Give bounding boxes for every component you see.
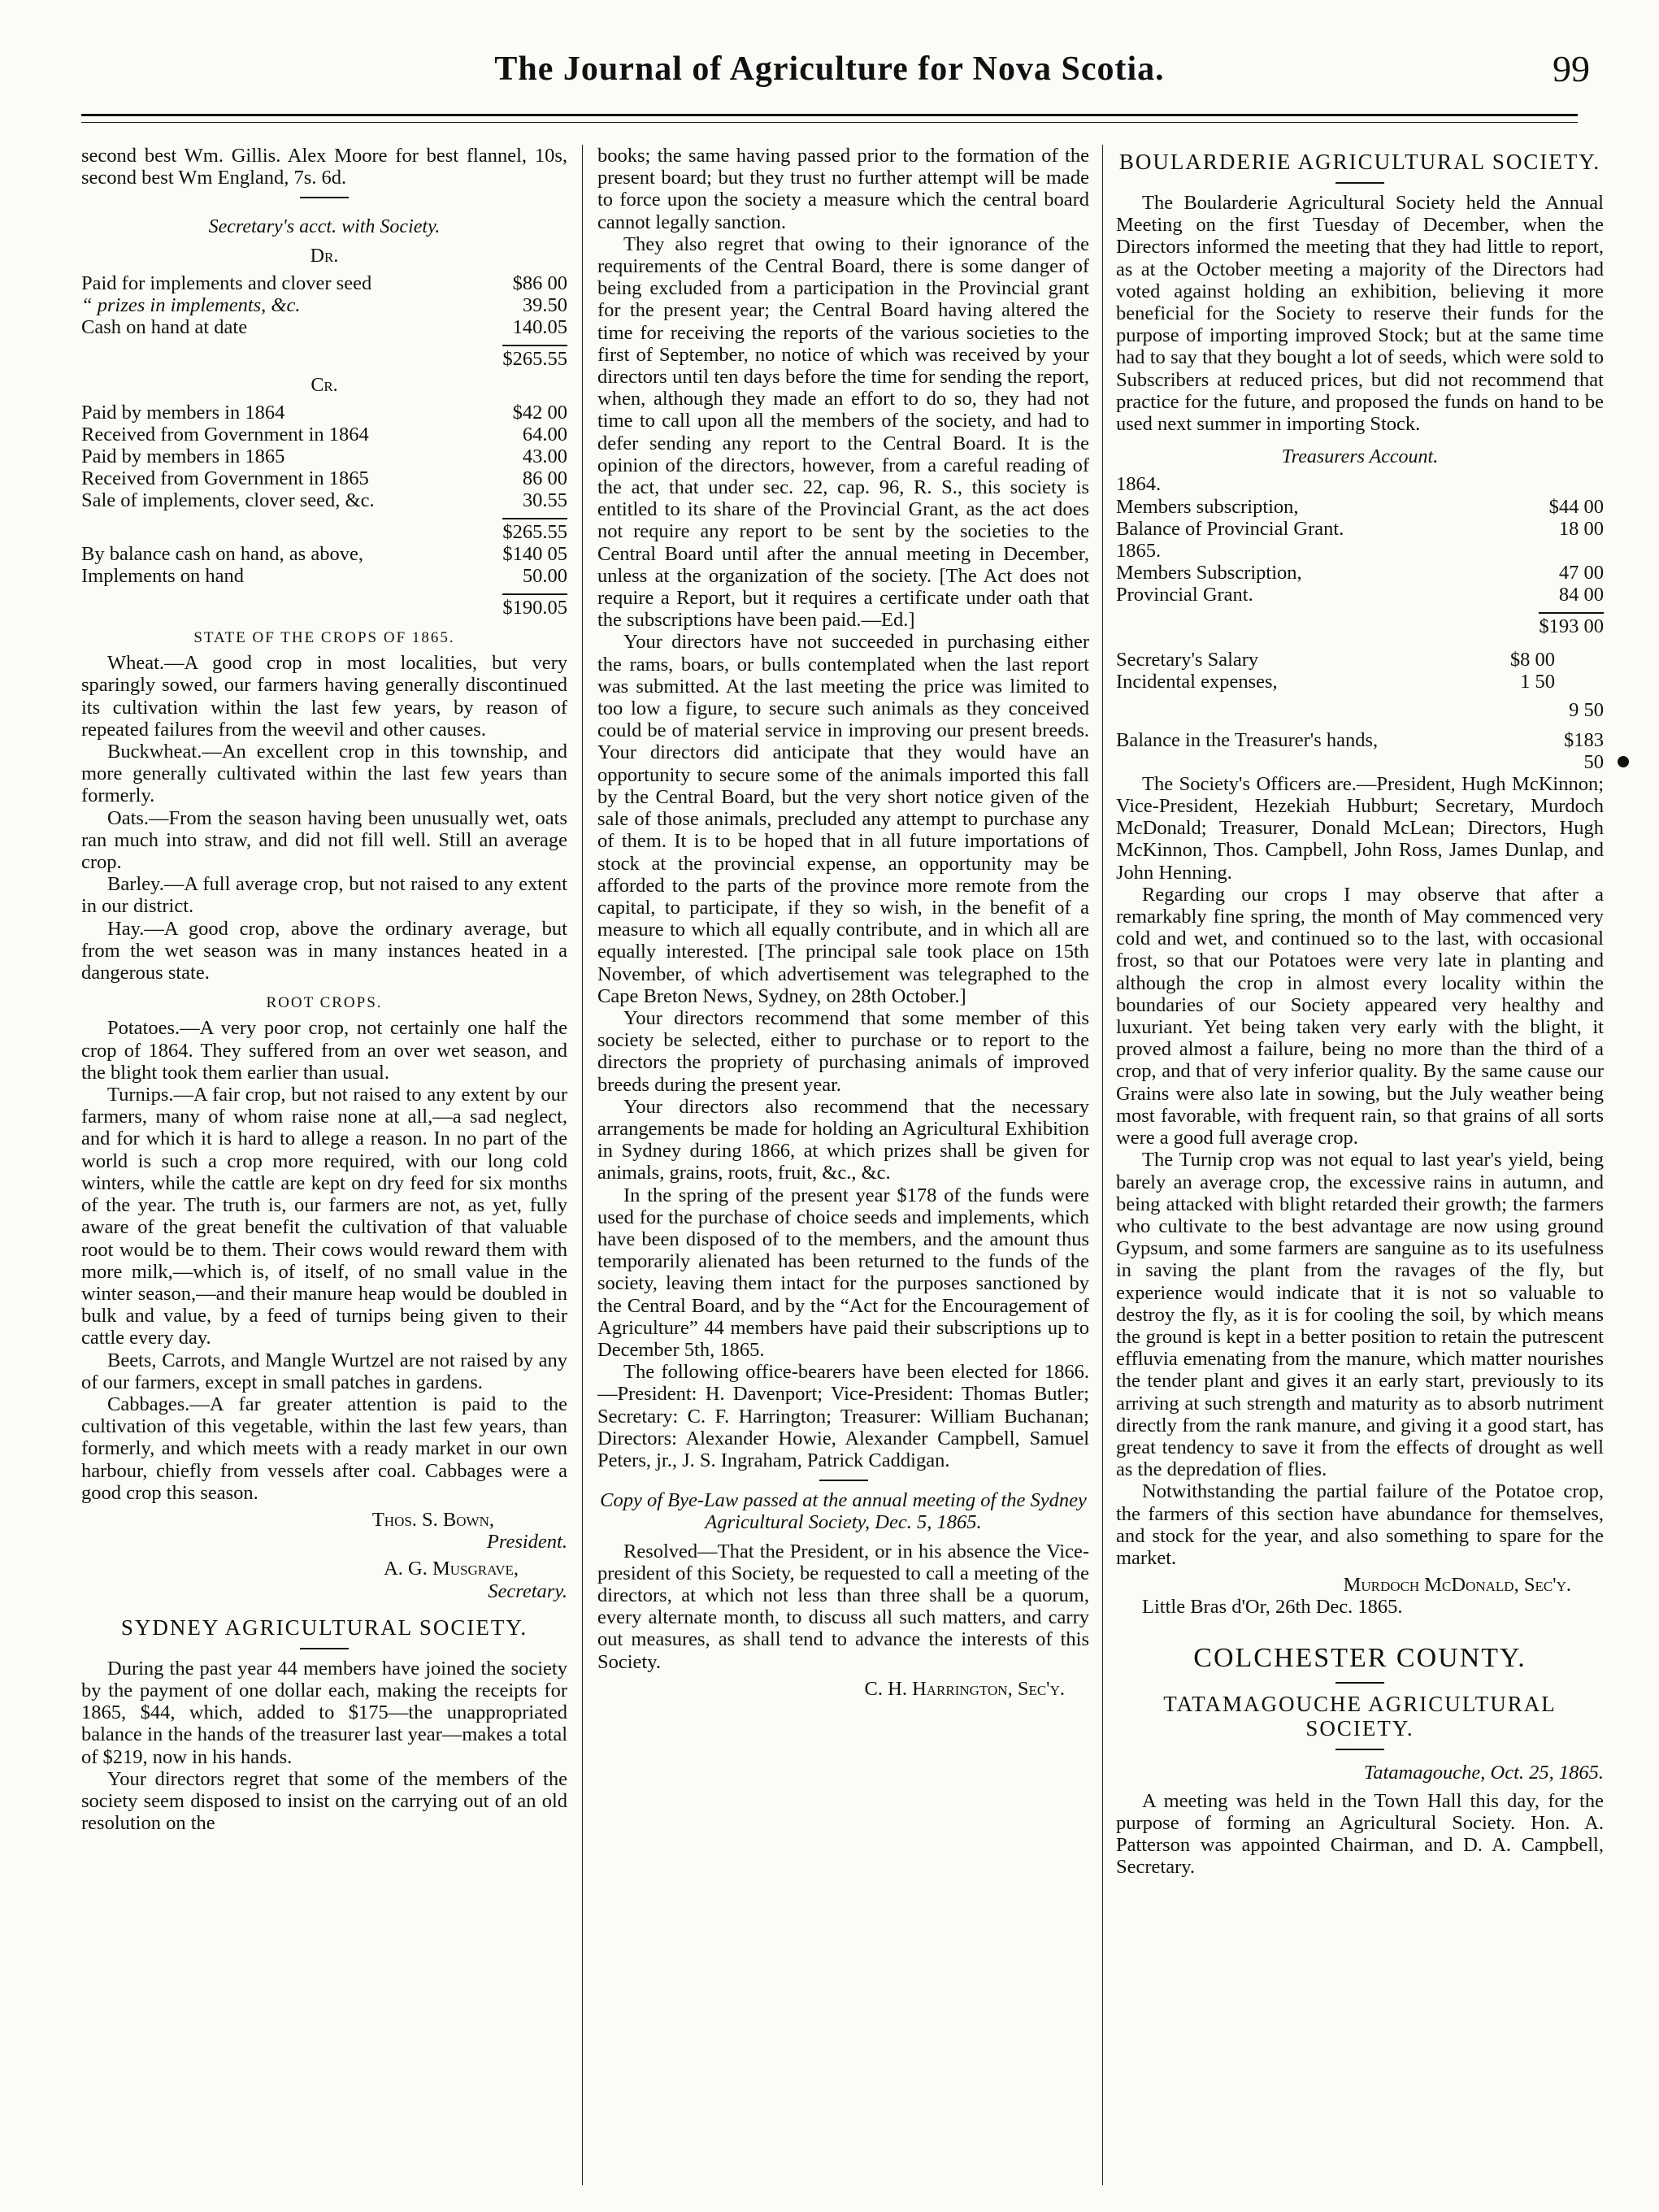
- total-row: [81, 338, 567, 370]
- short-rule: [1335, 1682, 1384, 1684]
- row-label: Members Subscription,: [1116, 561, 1302, 584]
- section-heading: STATE OF THE CROPS OF 1865.: [193, 629, 455, 647]
- table-row: [81, 316, 567, 338]
- paragraph: The Boularderie Agricultural Society held the Annual Meeting on the first Tuesday of December, when the Directors informed the meeting that they had little to report, as at the October meeting a majority of the Directors had voted against holding an exhibition, believing it more beneficial for the Society to reserve their funds for the purpose of importing improved Stock; but at the same time had to say that they bought a lot of seeds, which were sold to Subscribers at reduced prices, but did not recommend that practice for the future, and proposed the funds on hand to be used next summer in importing Stock.: [1116, 192, 1604, 436]
- row-label: “ prizes in implements, &c.: [81, 293, 301, 316]
- paragraph: Barley.—A full average crop, but not raised to any extent in our district.: [81, 873, 567, 918]
- treasurer-table: [1116, 496, 1604, 540]
- row-sub-amount: 1 50: [1520, 670, 1555, 693]
- paragraph: Regarding our crops I may observe that after a remarkably fine spring, the month of May commenced very cold and wet, and continued so to the last, with occasional frost, so that our Potatoes were very late in planting and although the crop in almost every locality within the boundaries of our Society appeared very healthy and luxuriant. Yet being taken very early with the blight, it proved almost a failure, being no more than the third of a crop, and that of very inferior quality. By the same cause our Grains were also late in sowing, but the July weather being most favorable, with frequent rain, so that grains of all sorts were a good full average crop.: [1116, 883, 1604, 1149]
- paragraph: Your directors regret that some of the members of the society seem disposed to insist on the carrying out of an old resolution on the: [81, 1767, 567, 1835]
- table-row: [1116, 649, 1604, 671]
- total-row: [1116, 693, 1604, 721]
- column-right: [1116, 145, 1604, 2185]
- table-row: [81, 543, 567, 565]
- section-heading: ROOT CROPS.: [266, 994, 383, 1012]
- running-title: The Journal of Agriculture for Nova Scotia.: [494, 50, 1165, 88]
- column-divider: [1102, 145, 1103, 2185]
- short-rule: [1335, 182, 1384, 184]
- row-label: Balance of Provincial Grant.: [1116, 517, 1344, 540]
- table-row: [81, 402, 567, 424]
- paragraph: second best Wm. Gillis. Alex Moore for best flannel, 10s, second best Wm England, 7s. 6d.: [81, 145, 567, 189]
- column-divider: [582, 145, 583, 2185]
- table-row: [1116, 562, 1604, 584]
- row-label: Paid by members in 1865: [81, 445, 285, 468]
- paragraph: The Society's Officers are.—President, Hugh McKinnon; Vice-President, Hezekiah Hubburt; Secretary, Murdoch McDonald; Treasurer, Donald McLean; Directors, Hugh McKinnon, Thos. Campbell, John Ross, James Dunlap, and John Henning.: [1116, 772, 1604, 884]
- account-title: Treasurers Account.: [1281, 446, 1439, 468]
- row-label: Incidental expenses,: [1116, 670, 1278, 693]
- total-row: [81, 587, 567, 619]
- header-rule-thin: [81, 122, 1578, 123]
- row-amount: $86 00: [512, 272, 567, 294]
- paragraph: Potatoes.—A very poor crop, not certainly one half the crop of 1864. They suffered from an over wet season, and the blight took them earlier than usual.: [81, 1017, 567, 1084]
- row-label: Paid for implements and clover seed: [81, 272, 372, 294]
- signature-name: Thos. S. Bown,: [371, 1508, 494, 1531]
- paragraph: During the past year 44 members have joined the society by the payment of one dollar each, making the receipts for 1865, $44, which, added to $175—the unappropriated balance in the hands of the treasurer last year—makes a total of $219, now in his hands.: [81, 1657, 567, 1768]
- paragraph: Beets, Carrots, and Mangle Wurtzel are not raised by any of our farmers, except in small patches in gardens.: [81, 1349, 567, 1393]
- row-label: Cash on hand at date: [81, 315, 248, 338]
- paragraph: The following office-bearers have been elected for 1866.—President: H. Davenport; Vice-President: Thomas Butler; Secretary: C. F. Harrington; Treasurer: William Buchanan; Directors: Alexander Howie, Alexander Campbell, Samuel Peters, jr., J. S. Ingraham, Patrick Caddigan.: [597, 1361, 1089, 1471]
- table-row: [81, 467, 567, 489]
- year-label: 1865.: [1116, 539, 1162, 562]
- signature-name: A. G. Musgrave,: [384, 1558, 519, 1580]
- row-amount: 64.00: [522, 424, 567, 446]
- table-row: [1116, 721, 1604, 773]
- row-amount: $140 05: [502, 543, 567, 566]
- paragraph: Your directors have not succeeded in purchasing either the rams, boars, or bulls contemplated when the last report was submitted. At the last meeting the price was limited to too low a figure, to secure such animals as they conceived could be of material service in improving our present breeds. Your directors did anticipate that they would have an opportunity to secure some of the animals imported this fall by the Central Board, but the very short notice given of the sale of those animals, precluded any attempt to purchase any of them. It is to be hoped that in all future importations of stock at the provincial expense, an opportunity may be afforded to the parts of the province more remote from the capital, to participate, if they so wish, in the benefit of a measure to which all equally contribute, and in which all are equally interested. [The principal sale took place on 15th November, of which advertisement was telegraphed to the Cape Breton News, Sydney, on 28th October.]: [597, 631, 1089, 1007]
- total-amount: $265.55: [502, 345, 567, 370]
- paragraph: In the spring of the present year $178 of the funds were used for the purchase of choice seeds and implements, which have been disposed of to the members, and the amount thus temporarily alienated has been returned to the funds of the society, leaving them intact for the purposes sanctioned by the Central Board, and by the “Act for the Encouragement of Agriculture” 44 members have paid their subscriptions up to December 5th, 1865.: [597, 1184, 1089, 1361]
- row-amount: 30.55: [522, 489, 567, 512]
- short-rule: [819, 1480, 868, 1481]
- row-label: Implements on hand: [81, 565, 245, 588]
- column-left: [81, 145, 567, 2185]
- row-amount: $44 00: [1548, 495, 1604, 518]
- row-amount: 43.00: [522, 445, 567, 468]
- row-amount: 18 00: [1558, 517, 1604, 540]
- paragraph: Your directors also recommend that the necessary arrangements be made for holding an Agricultural Exhibition in Sydney during 1866, at which prizes shall be given for animals, grains, roots, fruit, &c., &c.: [597, 1095, 1089, 1184]
- table-row: [81, 272, 567, 294]
- total-amount: 9 50: [1569, 698, 1604, 721]
- dateline: Tatamagouche, Oct. 25, 1865.: [1363, 1761, 1604, 1784]
- row-label: Balance in the Treasurer's hands,: [1116, 728, 1379, 751]
- row-sub-amount: $8 00: [1509, 648, 1555, 671]
- county-heading: COLCHESTER COUNTY.: [1193, 1642, 1527, 1673]
- section-heading: SYDNEY AGRICULTURAL SOCIETY.: [120, 1614, 528, 1640]
- short-rule: [1335, 1749, 1384, 1750]
- paragraph: A meeting was held in the Town Hall this day, for the purpose of forming an Agricultural Society. Hon. A. Patterson was appointed Chairman, and D. A. Campbell, Secretary.: [1116, 1789, 1604, 1879]
- section-heading: TATAMAGOUCHE AGRICULTURAL SOCIETY.: [1163, 1691, 1557, 1740]
- total-amount: $265.55: [502, 518, 567, 543]
- short-rule: [300, 197, 349, 198]
- row-label: Sale of implements, clover seed, &c.: [81, 489, 375, 512]
- paragraph: They also regret that owing to their ignorance of the requirements of the Central Board, there is some danger of being excluded from a participation in the Provincial grant for the present year; the Central Board having altered the time for receiving the reports of the various societies to the first of September, no notice of which was received by your directors until ten days before the time for sending the report, when, although they made an effort to do so, they had not time to call upon all the members of the society, and had to defer sending any report to the Central Board. It is the opinion of the directors, however, from a careful reading of the act, that under sec. 22, cap. 96, R. S., this society is entitled to its share of the Provincial Grant, as the act does not require any report to be sent by the societies to the Central Board until after the annual meeting in December, unless at the organization of the society. [The Act does not require a Report, but it requires a certificate under oath that the subscriptions have been paid.—Ed.]: [597, 232, 1089, 632]
- header-rule: [81, 114, 1578, 116]
- row-label: Provincial Grant.: [1116, 583, 1253, 606]
- page-number: 99: [1553, 48, 1590, 89]
- paragraph: Wheat.—A good crop in most localities, but very sparingly sowed, our farmers having generally discontinued its cultivation within the last few years, by reason of repeated failures from the weevil and other causes.: [81, 652, 567, 741]
- paragraph: Cabbages.—A far greater attention is paid to the cultivation of this vegetable, within the last few years, than formerly, and which meets with a ready market in our own harbour, chiefly from vessels after coal. Cabbages were a good crop this season.: [81, 1393, 567, 1504]
- signature-role: President.: [486, 1531, 567, 1554]
- paragraph: Oats.—From the season having been unusually wet, oats ran much into straw, and did not fill well. Still an average crop.: [81, 806, 567, 874]
- table-row: [1116, 584, 1604, 606]
- table-row: [1116, 496, 1604, 518]
- account-title: Secretary's acct. with Society.: [208, 216, 441, 238]
- signature-name: Murdoch McDonald, Sec'y.: [1343, 1574, 1571, 1597]
- short-rule: [300, 1648, 349, 1649]
- row-label: Paid by members in 1864: [81, 402, 285, 424]
- row-label: Secretary's Salary: [1116, 648, 1259, 671]
- total-row: [81, 511, 567, 543]
- paragraph: Turnips.—A fair crop, but not raised to any extent by our farmers, many of whom raise none at all,—a sad neglect, and for which it is hard to allege a reason. In no part of the world is such a crop more required, with our long cold winters, while the cattle are kept on dry feed for six months of the year. The truth is, our farmers are not, as yet, fully aware of the great benefit the cultivation of that valuable root would be to them. Their cows would reward them with more milk,—which is, of itself, of no small value in the winter season,—and their manure heap would be doubled in bulk and value, by a feed of turnips being given to their cattle every day.: [81, 1084, 567, 1349]
- row-label: Received from Government in 1865: [81, 467, 369, 490]
- row-amount: 50.00: [522, 565, 567, 588]
- row-amount: $42 00: [512, 402, 567, 424]
- row-amount: 39.50: [522, 293, 567, 316]
- row-amount: 140.05: [512, 315, 567, 338]
- treasurer-table: [1116, 562, 1604, 637]
- signature-role: Secretary.: [488, 1580, 567, 1602]
- table-row: [1116, 518, 1604, 540]
- signature-name: C. H. Harrington, Sec'y.: [864, 1677, 1065, 1700]
- paragraph: Hay.—A good crop, above the ordinary average, but from the wet season was in many instances heated in a dangerous state.: [81, 917, 567, 984]
- table-row: [1116, 671, 1604, 693]
- paragraph: books; the same having passed prior to the formation of the present board; but they trust no further attempt will be made to force upon the society a measure which the central board cannot legally sanction.: [597, 145, 1089, 233]
- ink-spot: [1618, 756, 1629, 767]
- dateline: Little Bras d'Or, 26th Dec. 1865.: [1142, 1596, 1403, 1619]
- paragraph: Resolved—That the President, or in his absence the Vice-president of this Society, be requested to call a meeting of the directors, at which not less than three shall be a quorum, every alternate month, to discuss all such matters, and carry out measures, as shall tend to advance the interests of this Society.: [597, 1540, 1089, 1673]
- table-row: [81, 294, 567, 316]
- row-label: Received from Government in 1864: [81, 424, 369, 446]
- table-row: [81, 424, 567, 445]
- table-row: [81, 445, 567, 467]
- paragraph: The Turnip crop was not equal to last year's yield, being barely an average crop, the excessive rains in autumn, and being attacked with blight retarded their growth; the farmers who cultivate to the best advantage are now using ground Gypsum, and some farmers are sanguine as to its usefulness in saving the plant from the ravages of the fly, but experience would indicate that it is not so valuable to destroy the fly, as it is for cooling the soil, by which means the ground is kept in a better position to retain the putrescent effluvia emenating from the manure, which matter nourishes the tender plant and gives it an early start, previously to its arriving at such strength and maturity as to absorb nutriment directly from the rank manure, and giving it a good start, has great tendency to save it from the effects of drought as well as the depredation of flies.: [1116, 1149, 1604, 1481]
- table-row: [81, 489, 567, 511]
- row-label: By balance cash on hand, as above,: [81, 543, 363, 566]
- debit-table: [81, 272, 567, 370]
- paragraph: Buckwheat.—An excellent crop in this township, and more generally cultivated within the last few years than formerly.: [81, 741, 567, 807]
- paragraph: Notwithstanding the partial failure of the Potatoe crop, the farmers of this section have abundance for themselves, and stock for the year, and also something to spare for the market.: [1116, 1480, 1604, 1569]
- row-amount: 84 00: [1558, 583, 1604, 606]
- row-amount: 47 00: [1558, 561, 1604, 584]
- row-label: Members subscription,: [1116, 495, 1299, 518]
- year-label: 1864.: [1116, 473, 1162, 496]
- section-heading: BOULARDERIE AGRICULTURAL SOCIETY.: [1118, 150, 1601, 174]
- credit-table: [81, 402, 567, 619]
- credit-label: Cr.: [311, 374, 338, 396]
- row-amount: $183 50: [1564, 728, 1604, 773]
- row-amount: 86 00: [522, 467, 567, 490]
- expense-table: [1116, 649, 1604, 773]
- total-row: [1116, 606, 1604, 637]
- total-amount: $190.05: [502, 593, 567, 619]
- debit-label: Dr.: [310, 245, 339, 267]
- column-middle: [597, 145, 1089, 2185]
- total-amount: $193 00: [1539, 612, 1604, 637]
- section-heading: Copy of Bye-Law passed at the annual meeting of the Sydney Agricultural Society, Dec. 5, 1865.: [600, 1489, 1087, 1534]
- table-row: [81, 565, 567, 587]
- paragraph: Your directors recommend that some member of this society be selected, either to purchase or to report to the directors the propriety of purchasing animals of improved breeds during the present year.: [597, 1006, 1089, 1096]
